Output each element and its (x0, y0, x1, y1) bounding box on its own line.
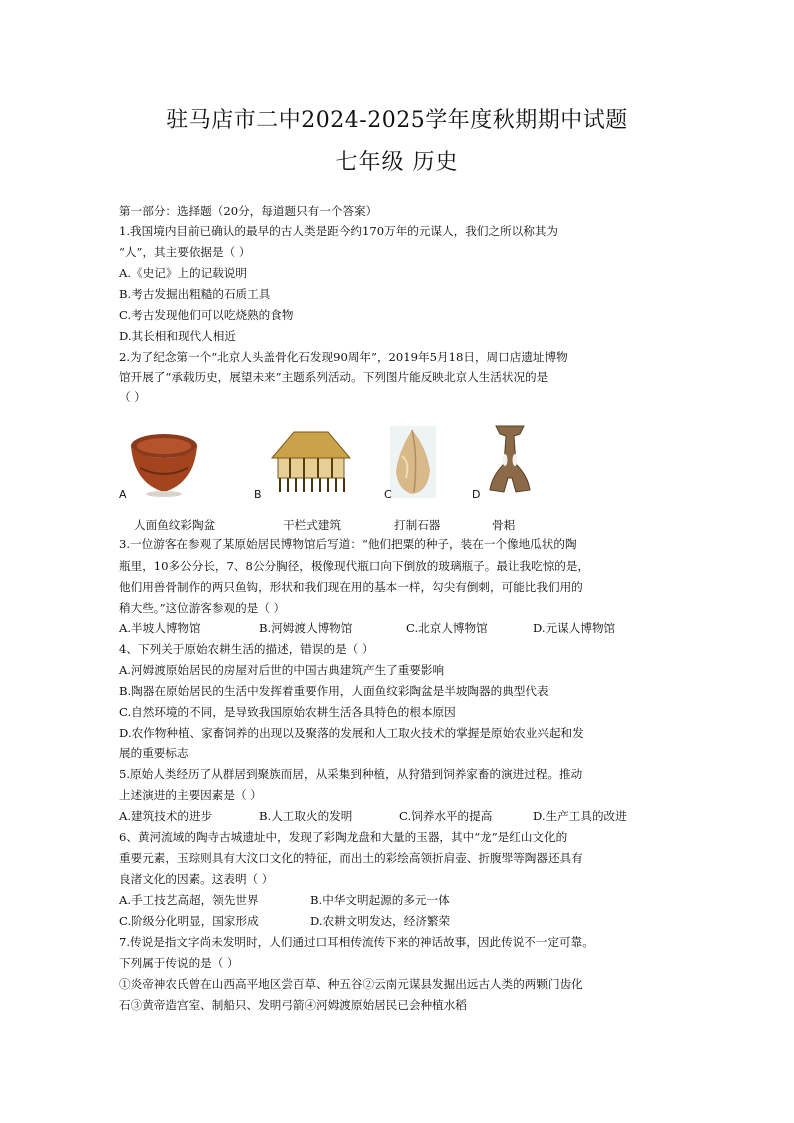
bone-spade-image (482, 424, 538, 496)
q3-option-c: C.北京人博物馆 (406, 621, 488, 635)
q5-stem-line1: 5.原始人类经历了从群居到聚族而居，从采集到种植，从狩猎到饲养家畜的演进过程。推动 (119, 767, 583, 781)
q3-stem-line4: 稍大些。”这位游客参观的是（ ） (119, 601, 286, 615)
q7-stem-line1: 7.传说是指文字尚未发明时，人们通过口耳相传流传下来的神话故事，因此传说不一定可靠。 (119, 935, 594, 949)
q4-option-a: A.河姆渡原始居民的房屋对后世的中国古典建筑产生了重要影响 (119, 663, 445, 677)
q4-option-d-line2: 展的重要标志 (119, 746, 189, 760)
chipped-stone-tool-image (390, 426, 436, 498)
q2-caption-d: 骨耜 (492, 518, 516, 532)
q1-stem-line1: 1.我国境内目前已确认的最早的古人类是距今约170万年的元谋人，我们之所以称其为 (119, 224, 558, 238)
q6-option-c: C.阶级分化明显，国家形成 (119, 914, 259, 928)
q2-stem-line2: 馆开展了“承载历史，展望未来”主题系列活动。下列图片能反映北京人生活状况的是 (119, 370, 549, 384)
q6-option-b: B.中华文明起源的多元一体 (310, 893, 450, 907)
q1-option-a: A.《史记》上的记载说明 (119, 266, 247, 280)
q6-stem-line2: 重要元素，玉琮则具有大汶口文化的特征，而出土的彩绘高领折肩壶、折腹斝等陶器还具有 (119, 851, 583, 865)
q3-stem-line1: 3.一位游客在参观了某原始居民博物馆后写道：“他们把粟的种子，装在一个像地瓜状的陶 (119, 537, 577, 551)
q6-option-a: A.手工技艺高超，领先世界 (119, 893, 259, 907)
q6-stem-line1: 6、黄河流域的陶寺古城遗址中，发现了彩陶龙盘和大量的玉器，其中“龙”是红山文化的 (119, 830, 568, 844)
q2-label-d: D (472, 488, 481, 501)
stilt-house-image (264, 428, 354, 494)
q2-label-a: A (119, 488, 127, 501)
q1-stem-line2: “人”，其主要依据是（ ） (119, 245, 251, 259)
q5-option-b: B.人工取火的发明 (259, 809, 353, 823)
exam-title: 驻马店市二中2024-2025学年度秋期期中试题 (166, 108, 628, 133)
q2-caption-a: 人面鱼纹彩陶盆 (134, 518, 216, 532)
q3-option-d: D.元谋人博物馆 (533, 621, 616, 635)
q1-option-d: D.其长相和现代人相近 (119, 329, 236, 343)
q5-option-c: C.饲养水平的提高 (399, 809, 493, 823)
q1-option-c: C.考古发现他们可以吃烧熟的食物 (119, 308, 294, 322)
q4-stem: 4、下列关于原始农耕生活的描述，错误的是（ ） (119, 642, 374, 656)
q7-stem-line2: 下列属于传说的是（ ） (119, 956, 239, 970)
section-heading: 第一部分：选择题（20分，每道题只有一个答案） (119, 204, 378, 218)
q5-option-a: A.建筑技术的进步 (119, 809, 213, 823)
q2-label-c: C (384, 488, 392, 501)
q3-option-b: B.河姆渡人博物馆 (259, 621, 353, 635)
exam-subtitle: 七年级 历史 (335, 150, 459, 175)
q6-stem-line3: 良渚文化的因素。这表明（ ） (119, 872, 274, 886)
q1-option-b: B.考古发掘出粗糙的石质工具 (119, 287, 271, 301)
q5-option-d: D.生产工具的改进 (533, 809, 627, 823)
q2-label-b: B (254, 488, 262, 501)
q3-option-a: A.半坡人博物馆 (119, 621, 201, 635)
q7-items-line2: 石③黄帝造宫室、制船只、发明弓箭④河姆渡原始居民已会种植水稻 (119, 998, 467, 1012)
painted-pottery-basin-image (128, 428, 200, 500)
q6-option-d: D.农耕文明发达，经济繁荣 (310, 914, 451, 928)
q2-stem-line1: 2.为了纪念第一个“北京人头盖骨化石发现90周年”，2019年5月18日，周口店遗址博物 (119, 350, 568, 364)
q3-stem-line3: 他们用兽骨制作的两只鱼钩，形状和我们现在用的基本一样，勾尖有倒刺，可能比我们用的 (119, 580, 583, 594)
q7-items-line1: ①炎帝神农氏曾在山西高平地区尝百草、种五谷②云南元谋县发掘出远古人类的两颗门齿化 (119, 977, 583, 991)
q4-option-c: C.自然环境的不同，是导致我国原始农耕生活各具特色的根本原因 (119, 705, 456, 719)
q2-caption-b: 干栏式建筑 (283, 518, 341, 532)
q2-caption-c: 打制石器 (394, 518, 441, 532)
q4-option-d-line1: D.农作物种植、家畜饲养的出现以及聚落的发展和人工取火技术的掌握是原始农业兴起和发 (119, 726, 584, 740)
q4-option-b: B.陶器在原始居民的生活中发挥着重要作用，人面鱼纹彩陶盆是半坡陶器的典型代表 (119, 684, 549, 698)
q3-stem-line2: 瓶里，10多公分长，7、8公分胸径，极像现代瓶口向下倒放的玻璃瓶子。最让我吃惊的是， (119, 559, 590, 573)
q2-stem-line3: （ ） (119, 390, 146, 404)
q5-stem-line2: 上述演进的主要因素是（ ） (119, 788, 262, 802)
